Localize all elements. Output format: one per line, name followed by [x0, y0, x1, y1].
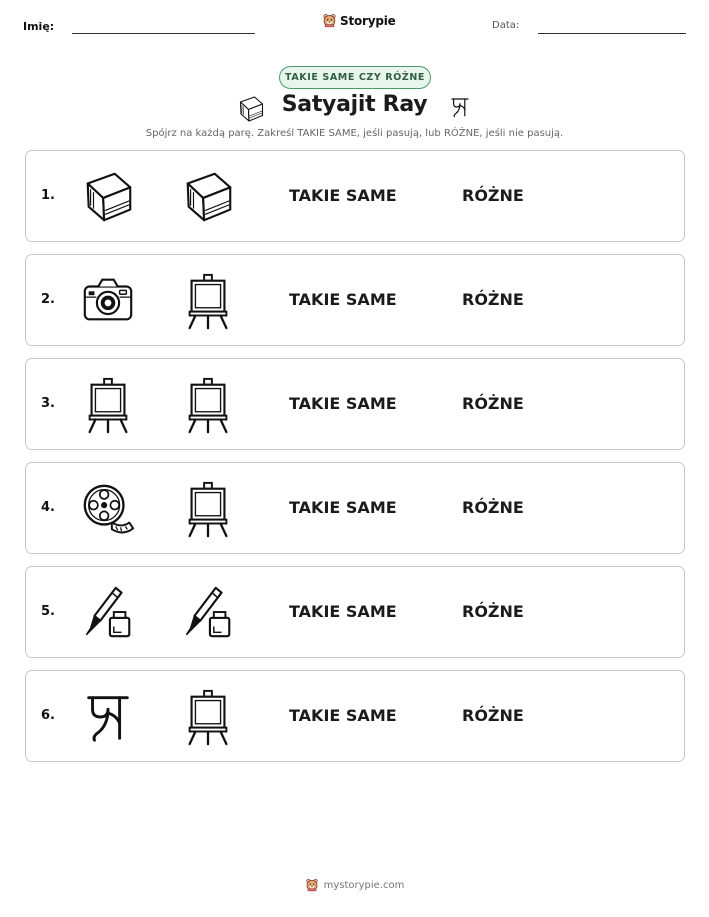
page-title: Satyajit Ray	[281, 92, 428, 117]
easel-icon	[179, 272, 237, 330]
brand-name: Storypie	[340, 13, 396, 28]
mascot-icon	[305, 878, 319, 892]
brand-logo	[322, 13, 396, 28]
book-icon	[179, 168, 237, 226]
option-different[interactable]: RÓŻNE	[462, 394, 524, 413]
date-label: Data:	[492, 20, 520, 31]
question-row	[25, 150, 685, 242]
option-different[interactable]: RÓŻNE	[462, 706, 524, 725]
pen-ink-icon	[179, 584, 237, 642]
question-number: 3.	[41, 396, 55, 411]
activity-badge: TAKIE SAME CZY RÓŻNE	[279, 66, 431, 89]
option-same[interactable]: TAKIE SAME	[289, 394, 397, 413]
question-row	[25, 358, 685, 450]
date-field-line[interactable]	[538, 33, 686, 34]
footer	[0, 878, 709, 892]
film-reel-icon	[79, 480, 137, 538]
question-row	[25, 566, 685, 658]
worksheet-header	[0, 0, 709, 50]
option-same[interactable]: TAKIE SAME	[289, 498, 397, 517]
title-row	[0, 92, 709, 124]
footer-url: mystorypie.com	[323, 879, 405, 891]
question-row	[25, 670, 685, 762]
instructions: Spójrz na każdą parę. Zakreśl TAKIE SAME, jeśli pasują, lub RÓŻNE, jeśli nie pasują.	[145, 128, 564, 139]
option-different[interactable]: RÓŻNE	[462, 290, 524, 309]
option-different[interactable]: RÓŻNE	[462, 186, 524, 205]
option-different[interactable]: RÓŻNE	[462, 602, 524, 621]
bengali-letter-icon	[79, 688, 137, 746]
question-number: 6.	[41, 708, 55, 723]
easel-icon	[179, 480, 237, 538]
option-different[interactable]: RÓŻNE	[462, 498, 524, 517]
pen-ink-icon	[79, 584, 137, 642]
bengali-letter-icon	[448, 94, 472, 120]
easel-icon	[179, 376, 237, 434]
question-row	[25, 462, 685, 554]
question-number: 1.	[41, 188, 55, 203]
option-same[interactable]: TAKIE SAME	[289, 186, 397, 205]
name-label: Imię:	[23, 20, 55, 33]
question-number: 5.	[41, 604, 55, 619]
easel-icon	[179, 688, 237, 746]
question-row	[25, 254, 685, 346]
camera-icon	[79, 272, 137, 330]
mascot-icon	[322, 13, 337, 28]
option-same[interactable]: TAKIE SAME	[289, 706, 397, 725]
name-field-line[interactable]	[72, 33, 255, 34]
question-number: 4.	[41, 500, 55, 515]
question-number: 2.	[41, 292, 55, 307]
option-same[interactable]: TAKIE SAME	[289, 602, 397, 621]
book-icon	[79, 168, 137, 226]
option-same[interactable]: TAKIE SAME	[289, 290, 397, 309]
easel-icon	[79, 376, 137, 434]
book-icon	[236, 94, 266, 124]
